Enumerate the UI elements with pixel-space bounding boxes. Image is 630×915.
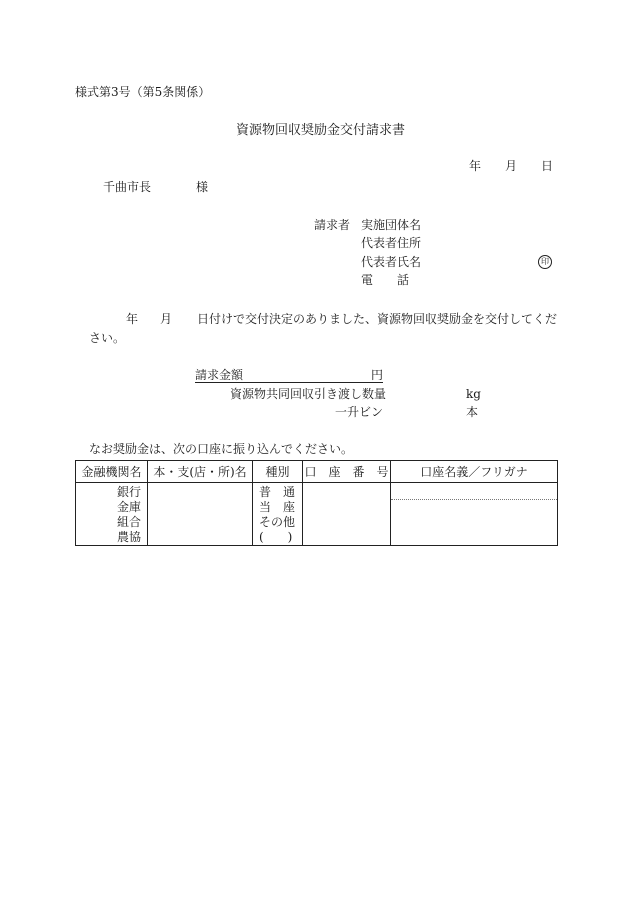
institution-type-union: 組合	[116, 515, 141, 529]
date-month: 月	[505, 159, 518, 173]
branch-cell[interactable]	[148, 483, 253, 546]
claimant-field-address: 代表者住所	[361, 236, 422, 250]
bank-table-entry-row	[76, 483, 558, 546]
bank-table-header-row	[76, 461, 558, 483]
account-type-cell[interactable]	[253, 483, 303, 546]
addressee-honorific: 様	[196, 180, 209, 194]
date-year: 年	[469, 159, 482, 173]
institution-type-shinkin: 金庫	[116, 500, 141, 514]
claimant-field-name: 代表者氏名	[361, 255, 422, 269]
body-text-line1: 日付けで交付決定のありました、資源物回収奨励金を交付してくだ	[197, 312, 558, 326]
furigana-dotted-line	[391, 483, 557, 500]
date-day: 日	[541, 159, 554, 173]
institution-type-agri: 農協	[116, 530, 141, 544]
account-type-other-detail: ( )	[259, 530, 293, 544]
transfer-note: なお奨励金は、次の口座に振り込んでください。	[89, 442, 354, 456]
body-text-line2: さい。	[89, 331, 126, 345]
bank-account-table	[75, 460, 558, 546]
claimant-field-org: 実施団体名	[361, 218, 422, 232]
form-number: 様式第3号（第5条関係）	[75, 85, 211, 99]
seal-mark: 印	[538, 255, 552, 269]
header-institution: 金融機関名	[76, 461, 148, 483]
claimant-field-phone: 電 話	[361, 273, 410, 287]
bottle-unit: 本	[466, 405, 479, 419]
claim-amount-label: 請求金額	[195, 368, 244, 382]
quantity-unit: kg	[466, 387, 481, 401]
quantity-label: 資源物共同回収引き渡し数量	[230, 387, 387, 401]
header-account-holder: 口座名義／フリガナ	[391, 461, 558, 483]
account-type-ordinary: 普 通	[259, 485, 296, 499]
claimant-label: 請求者	[314, 218, 351, 232]
document-title: 資源物回収奨励金交付請求書	[236, 123, 406, 138]
header-account-number: 口 座 番 号	[303, 461, 391, 483]
header-branch: 本・支(店・所)名	[148, 461, 253, 483]
addressee-name: 千曲市長	[103, 180, 152, 194]
institution-type-bank: 銀行	[116, 485, 141, 499]
account-type-other: その他	[259, 515, 296, 529]
body-year: 年	[126, 312, 139, 326]
header-account-type: 種別	[253, 461, 303, 483]
institution-cell[interactable]	[76, 483, 148, 546]
account-holder-cell[interactable]	[391, 483, 558, 546]
bottle-label: 一升ビン	[335, 405, 384, 419]
body-month: 月	[160, 312, 173, 326]
account-type-current: 当 座	[259, 500, 296, 514]
claim-amount-unit: 円	[371, 368, 384, 382]
account-number-cell[interactable]	[303, 483, 391, 546]
